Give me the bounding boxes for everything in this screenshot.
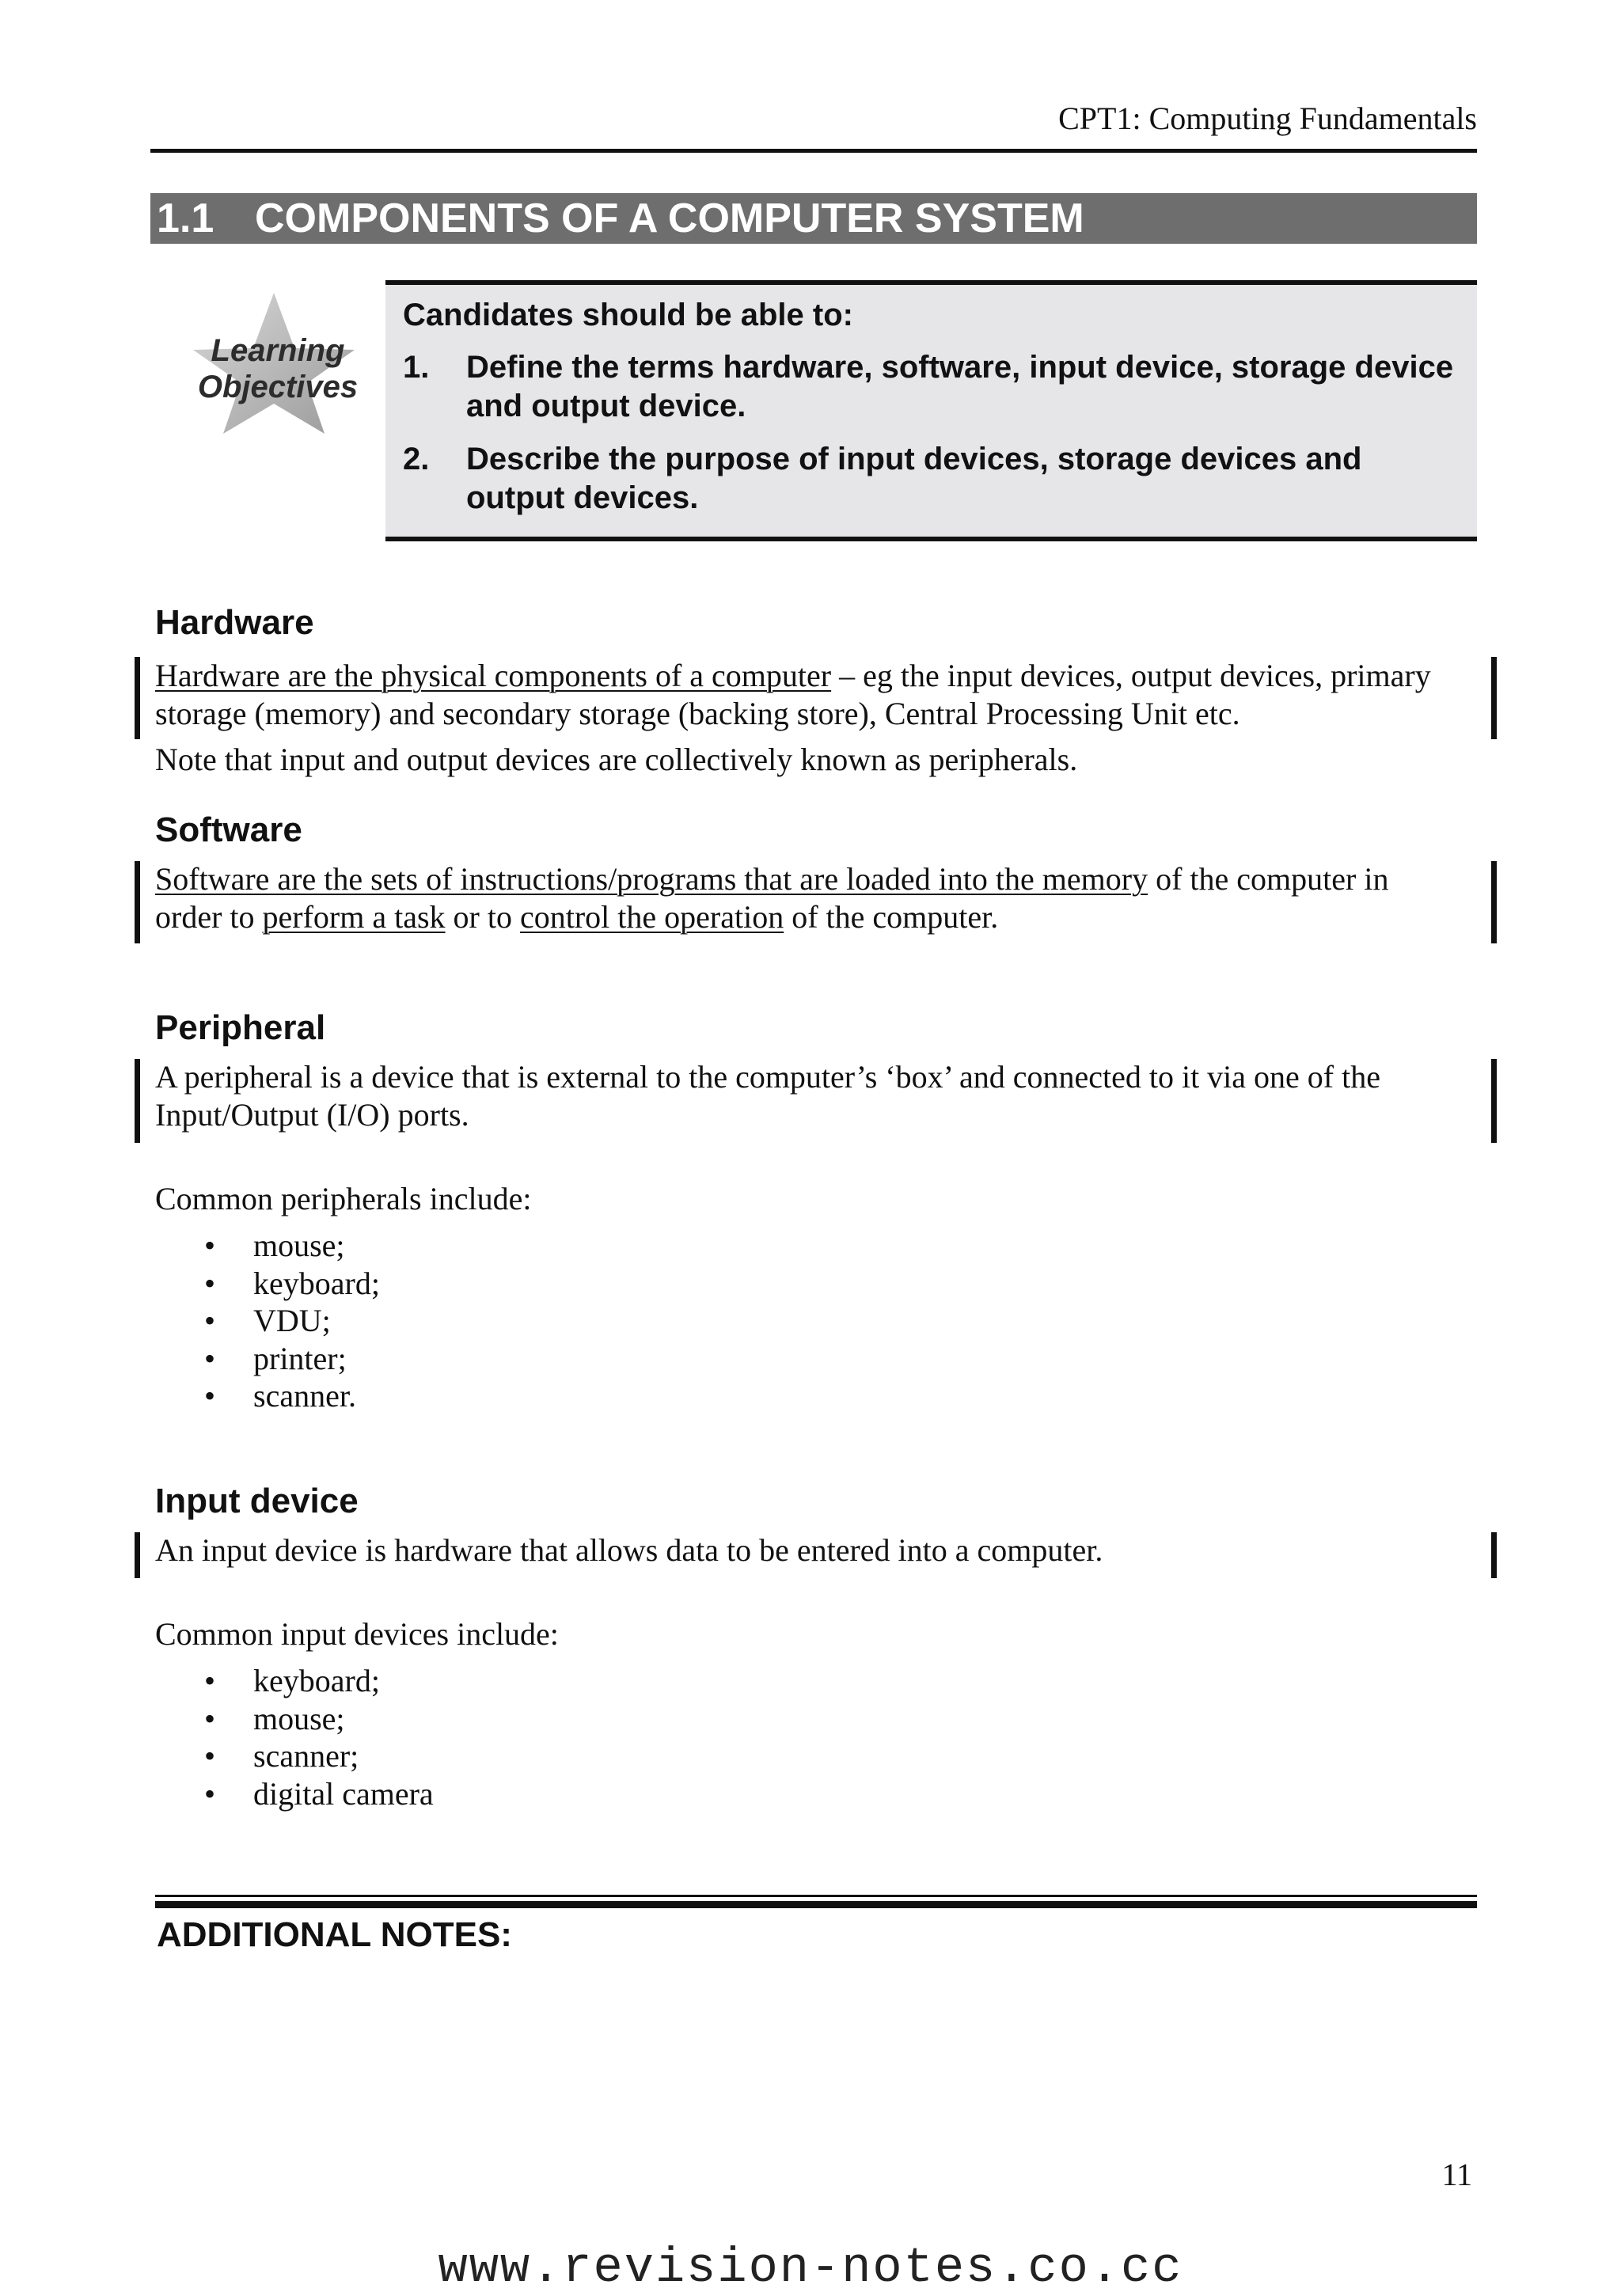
bullet-icon: • [204, 1340, 216, 1376]
list-item [155, 1775, 434, 1813]
software-key-phrase: Software are the sets of instructions/programs that are loaded into the memory [155, 861, 1148, 897]
page-header: CPT1: Computing Fundamentals [1058, 101, 1477, 136]
objectives-lead: Candidates should be able to: [403, 298, 853, 332]
list-item-text: VDU; [253, 1303, 331, 1338]
input-device-list-intro: Common input devices include: [155, 1616, 559, 1652]
hardware-definition-rest: – eg the input devices, output devices, primary storage (memory) and secondary storage (backing store), Central Processing Unit etc. [155, 658, 1431, 731]
bullet-icon: • [204, 1228, 216, 1263]
list-item-text: scanner; [253, 1738, 359, 1774]
change-bar-left [135, 1532, 140, 1578]
change-bar-left [135, 861, 140, 943]
page-number: 11 [1441, 2157, 1472, 2192]
list-item [155, 1265, 380, 1303]
hardware-note: Note that input and output devices are collectively known as peripherals. [155, 742, 1078, 777]
list-item [155, 1377, 380, 1415]
change-bar-right [1491, 1532, 1497, 1578]
additional-notes-title: ADDITIONAL NOTES: [157, 1915, 512, 1954]
list-item-text: mouse; [253, 1700, 345, 1736]
hardware-key-phrase: Hardware are the physical components of a computer [155, 658, 832, 693]
bullet-icon: • [204, 1775, 216, 1812]
bullet-icon: • [204, 1738, 216, 1774]
bullet-icon: • [204, 1303, 216, 1338]
bullet-icon: • [204, 1265, 216, 1301]
input-device-definition: An input device is hardware that allows data to be entered into a computer. [155, 1532, 1103, 1568]
list-item-text: scanner. [253, 1378, 356, 1414]
change-bar-right [1491, 1059, 1497, 1143]
list-item [155, 1302, 380, 1340]
list-item [155, 1737, 434, 1775]
objective-number: 2. [403, 442, 430, 476]
list-item [155, 1340, 380, 1378]
learning-objectives-box [385, 280, 1477, 541]
learning-objectives-logo [179, 291, 377, 434]
logo-text-line1: Learning [211, 333, 345, 368]
list-item-text: mouse; [253, 1228, 345, 1263]
objective-item [403, 348, 1463, 426]
bullet-icon: • [204, 1663, 216, 1698]
peripheral-heading: Peripheral [155, 1008, 326, 1047]
list-item-text: digital camera [253, 1775, 434, 1812]
change-bar-right [1491, 657, 1497, 739]
peripheral-list [155, 1227, 380, 1415]
footer-url: www.revision-notes.co.cc [438, 2240, 1183, 2296]
list-item-text: keyboard; [253, 1663, 380, 1698]
list-item [155, 1227, 380, 1265]
change-bar-left [135, 1059, 140, 1143]
software-text: of the computer in order to [155, 861, 1389, 935]
logo-text-line2: Objectives [197, 370, 359, 404]
peripheral-definition: A peripheral is a device that is external to the computer’s ‘box’ and connected to it via one of the Input/Output (I/O) ports. [155, 1059, 1380, 1133]
list-item [155, 1700, 434, 1738]
hardware-heading: Hardware [155, 603, 314, 642]
notes-rule-thin [155, 1895, 1477, 1897]
bullet-icon: • [204, 1378, 216, 1414]
bullet-icon: • [204, 1700, 216, 1736]
objective-number: 1. [403, 350, 430, 385]
section-title-bar [150, 193, 1477, 244]
software-text: of the computer. [784, 899, 999, 935]
software-text: or to [445, 899, 520, 935]
notes-rule-thick [155, 1901, 1477, 1908]
list-item-text: printer; [253, 1340, 347, 1376]
software-key-phrase: control the operation [519, 899, 784, 935]
software-key-phrase: perform a task [262, 899, 446, 935]
list-item-text: keyboard; [253, 1265, 380, 1301]
section-number: 1.1 [157, 195, 214, 241]
section-title: COMPONENTS OF A COMPUTER SYSTEM [255, 195, 1084, 241]
objective-item [403, 440, 1463, 518]
list-item [155, 1662, 434, 1700]
software-heading: Software [155, 810, 302, 849]
change-bar-right [1491, 861, 1497, 943]
input-device-heading: Input device [155, 1482, 359, 1520]
input-device-list [155, 1662, 434, 1812]
software-definition [155, 860, 1453, 936]
peripheral-list-intro: Common peripherals include: [155, 1181, 532, 1216]
hardware-definition [155, 657, 1453, 733]
change-bar-left [135, 657, 140, 739]
objective-text: Define the terms hardware, software, input device, storage device and output device. [466, 350, 1454, 423]
header-rule [150, 149, 1477, 153]
objective-text: Describe the purpose of input devices, storage devices and output devices. [466, 442, 1362, 515]
